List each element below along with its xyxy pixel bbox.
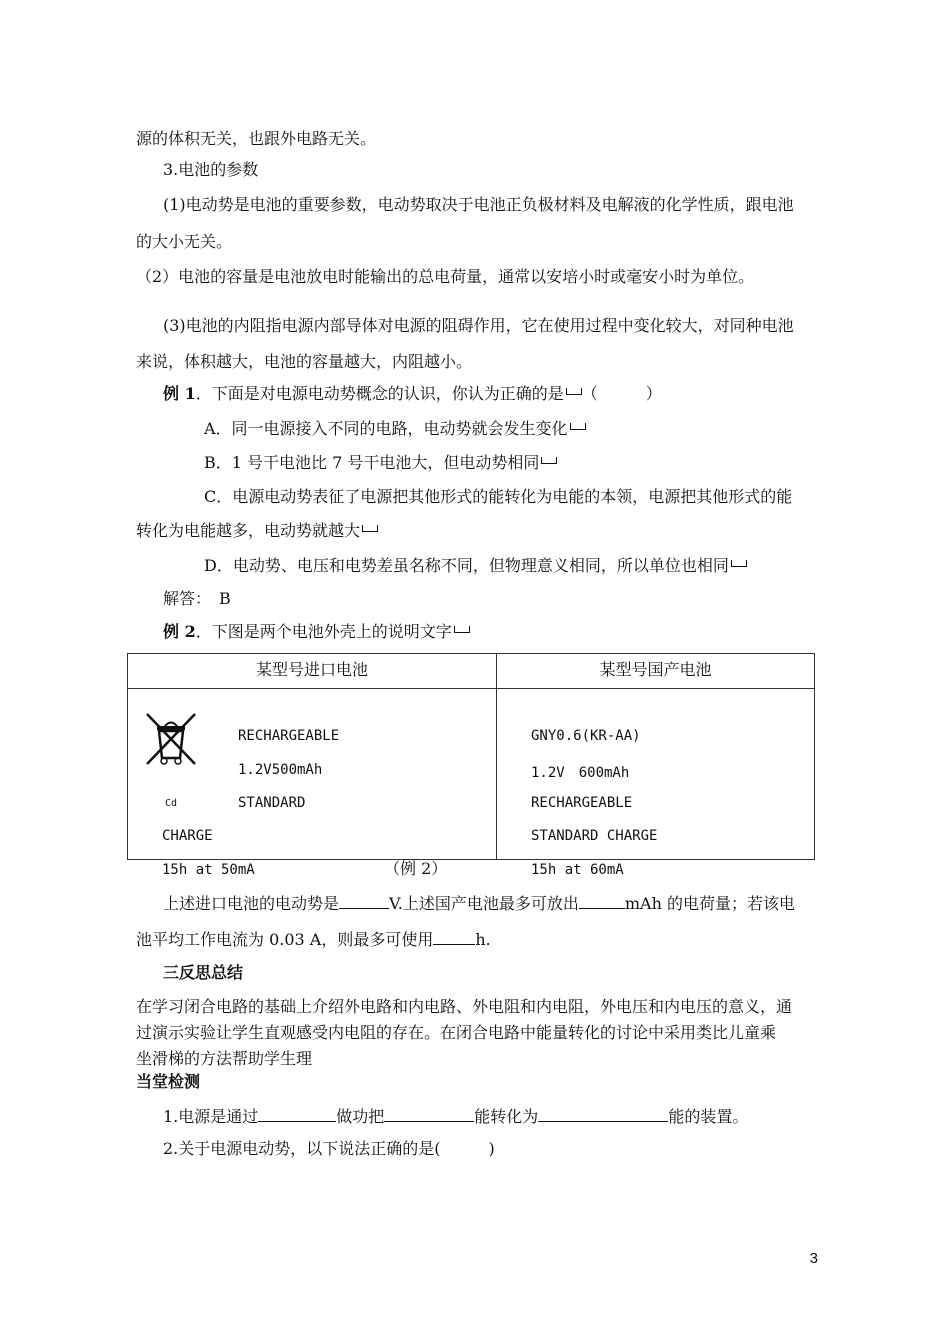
example-1-text: ．下面是对电源电动势概念的认识，你认为正确的是 <box>195 384 564 403</box>
right-spec-5: 15h at 60mA <box>531 862 624 878</box>
summary-text: 在学习闭合电路的基础上介绍外电路和内电路、外电阻和内电阻，外电压和内电压的意义，通 <box>136 997 793 1016</box>
text-line: (1)电动势是电池的重要参数，电动势取决于电池正负极材料及电解液的化学性质，跟电池 <box>163 195 794 214</box>
section-heading: 3.电池的参数 <box>163 160 259 179</box>
text-line: 源的体积无关，也跟外电路无关。 <box>136 129 377 148</box>
check-question-1: 1.电源是通过 做功把 能转化为 能的装置。 <box>163 1107 749 1126</box>
left-spec-5: 15h at 50mA <box>162 862 255 878</box>
answer-parens: （ ） <box>581 384 662 403</box>
left-spec-3: STANDARD <box>238 795 306 811</box>
summary-title: 三反思总结 <box>163 963 244 982</box>
right-spec-3: RECHARGEABLE <box>531 795 633 811</box>
example-2-question: 例 2．下图是两个电池外壳上的说明文字 <box>163 621 470 643</box>
left-spec-1: RECHARGEABLE <box>238 728 340 744</box>
check-title: 当堂检测 <box>136 1072 201 1091</box>
example-1-question <box>163 383 662 405</box>
fill-question-line-2: 池平均工作电流为 0.03 A，则最多可使用 h. <box>136 930 491 949</box>
blank[interactable] <box>384 1105 474 1122</box>
option-d: D．电动势、电压和电势差虽名称不同，但物理意义相同，所以单位也相同 <box>204 555 747 577</box>
right-spec-2: 1.2V 600mAh <box>531 765 630 781</box>
recycle-bin-crossed-icon <box>141 710 201 782</box>
page-number: 3 <box>809 1250 818 1267</box>
left-header: 某型号进口电池 <box>128 654 497 689</box>
text-line: (3)电池的内阻指电源内部导体对电源的阻碍作用，它在使用过程中变化较大，对同种电池 <box>163 316 794 335</box>
example-1-answer: 解答： B <box>163 589 231 608</box>
left-spec-4: CHARGE <box>162 828 213 844</box>
text-line: （2）电池的容量是电池放电时能输出的总电荷量，通常以安培小时或毫安小时为单位。 <box>136 267 755 286</box>
example-1-label: 例 1 <box>163 384 196 403</box>
blank[interactable] <box>433 928 475 945</box>
option-c: C．电源电动势表征了电源把其他形式的能转化为电能的本领，电源把其他形式的能 <box>204 487 793 506</box>
text-line: 来说，体积越大，电池的容量越大，内阻越小。 <box>136 352 473 371</box>
blank[interactable] <box>258 1105 336 1122</box>
text-line: 的大小无关。 <box>136 232 233 251</box>
left-spec-2: 1.2V500mAh <box>238 762 323 778</box>
check-question-2: 2.关于电源电动势，以下说法正确的是( ) <box>163 1139 495 1158</box>
blank[interactable] <box>339 892 389 909</box>
blank[interactable] <box>538 1105 668 1122</box>
right-spec-4: STANDARD CHARGE <box>531 828 658 844</box>
option-c-cont: 转化为电能越多，电动势就越大 <box>136 520 378 542</box>
summary-text: 过演示实验让学生直观感受内电阻的存在。在闭合电路中能量转化的讨论中采用类比儿童乘 <box>136 1023 777 1042</box>
fill-question-line-1: 上述进口电池的电动势是 V.上述国产电池最多可放出 mAh 的电荷量；若该电 <box>163 894 795 913</box>
right-spec-1: GNY0.6(KR-AA) <box>531 728 641 744</box>
summary-text: 坐滑梯的方法帮助学生理 <box>136 1049 313 1068</box>
cd-label: Cd <box>165 798 178 809</box>
option-b: B．1 号干电池比 7 号干电池大，但电动势相同 <box>204 452 557 474</box>
right-battery-cell <box>497 689 815 878</box>
right-header: 某型号国产电池 <box>497 654 815 689</box>
example-2-label: 例 2 <box>163 622 196 641</box>
paragraph-mark <box>566 388 582 395</box>
blank[interactable] <box>579 892 625 909</box>
table-caption: （例 2） <box>384 859 448 878</box>
option-a: A．同一电源接入不同的电路，电动势就会发生变化 <box>204 418 586 440</box>
